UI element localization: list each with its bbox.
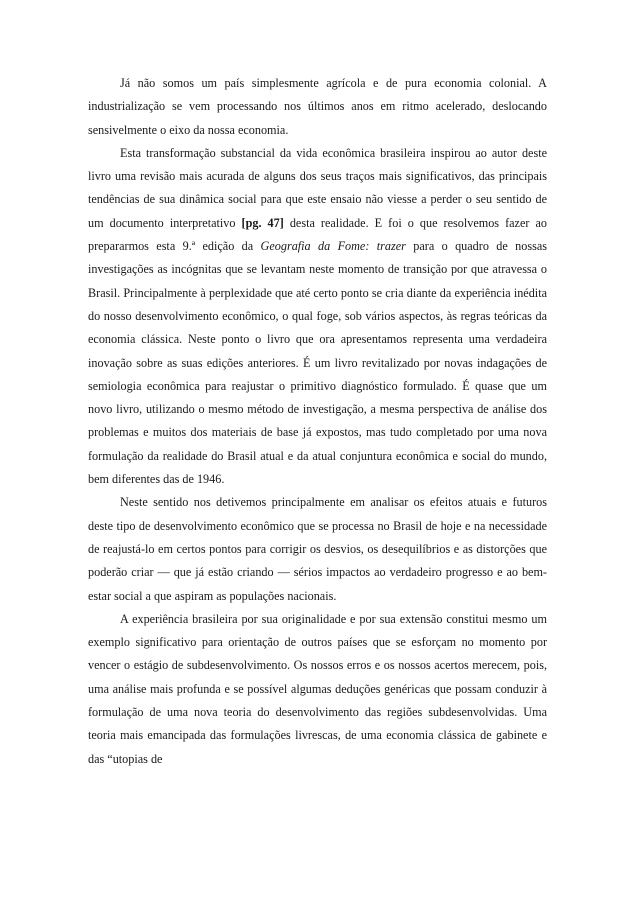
paragraph-3: Neste sentido nos detivemos principalmente em analisar os efeitos atuais e futuros deste tipo de desenvolvimento econômico que se processa no Brasil de hoje e na necessidade de reajustá-lo em certos pontos para corrigir os desvios, os desequilíbrios e as distorções que poderão criar — que já estão criando — sérios impactos ao verdadeiro progresso e ao bem-estar social a que aspiram as populações nacionais. [88, 495, 547, 603]
paragraph-2 [88, 142, 547, 491]
paragraph-1: Já não somos um país simplesmente agrícola e de pura economia colonial. A industrialização se vem processando nos últimos anos em ritmo acelerado, deslocando sensivelmente o eixo da nossa economia. [88, 76, 547, 137]
paragraph-4: A experiência brasileira por sua originalidade e por sua extensão constitui mesmo um exemplo significativo para orientação de outros países que se esforçam no momento por vencer o estágio de subdesenvolvimento. Os nossos erros e os nossos acertos merecem, pois, uma análise mais profunda e se possível algumas deduções genéricas que possam conduzir à formulação de uma nova teoria do desenvolvimento das regiões subdesenvolvidas. Uma teoria mais emancipada das formulações livrescas, de uma economia clássica de gabinete e das “utopias de [88, 611, 547, 766]
paragraph-2-text-c: para o quadro de nossas investigações as incógnitas que se levantam neste momento de transição por que atravessa o Brasil. Principalmente à perplexidade que até certo ponto se cria diante da experiência inédita do nosso desenvolvimento econômico, o qual foge, sob vários aspectos, às regras teóricas da economia clássica. Neste ponto o livro que ora apresentamos representa uma verdadeira inovação sobre as suas edições anteriores. É um livro revitalizado por novas indagações de semiologia econômica para reajustar o primitivo diagnóstico formulado. É quase que um novo livro, utilizando o mesmo método de investigação, a mesma perspectiva de análise dos problemas e muitos dos materiais de base já expostos, mas tudo completado por uma nova formulação da realidade do Brasil atual e da atual conjuntura econômica e social do mundo, bem diferentes das de 1946. [88, 239, 547, 487]
book-title: Geografia da Fome: trazer [260, 239, 406, 254]
paragraph-2-text-b: desta realidade. E foi o que resolvemos fazer ao prepararmos esta 9.ª edição da [88, 215, 547, 254]
page-reference: [pg. 47] [241, 215, 284, 230]
document-page [88, 72, 547, 771]
paragraph-2-text-a: Esta transformação substancial da vida econômica brasileira inspirou ao autor deste livro uma revisão mais acurada de alguns dos seus traços mais significativos, das principais tendências de sua dinâmica social para que este ensaio não viesse a perder o seu sentido de um documento interpretativo [88, 145, 547, 230]
